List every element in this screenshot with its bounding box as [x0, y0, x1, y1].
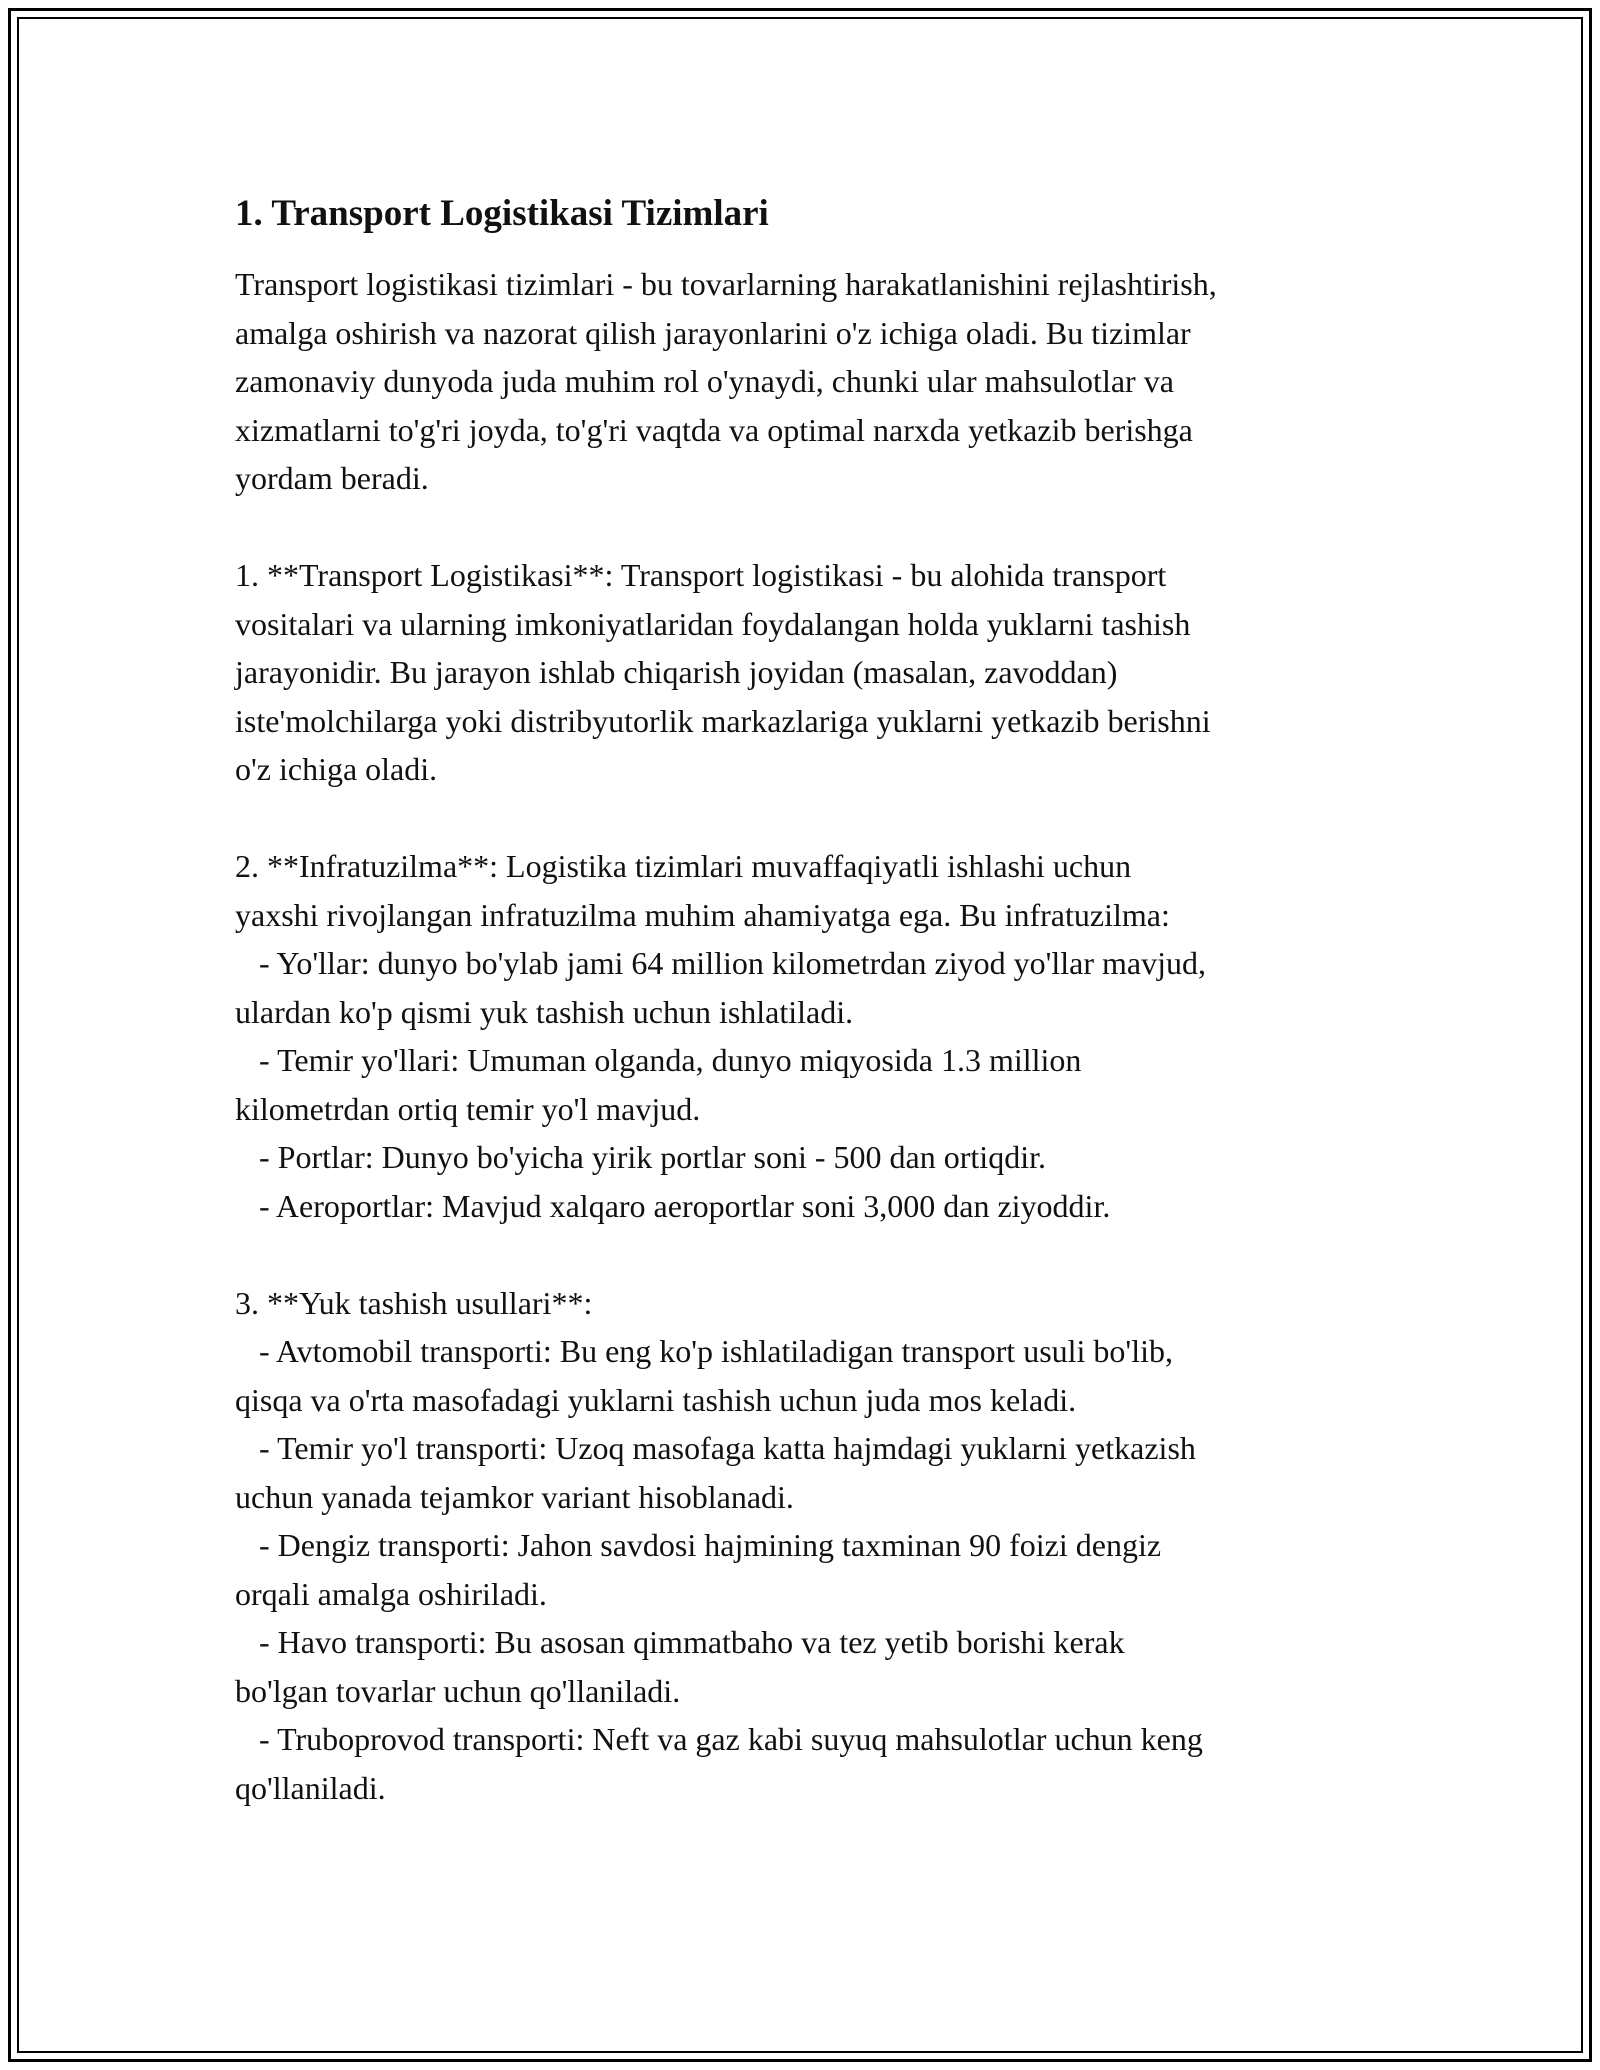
intro-paragraph: Transport logistikasi tizimlari - bu tovarlarning harakatlanishini rejlashtirish, amalga oshirish va nazorat qilish jarayonlarini o'z ichiga oladi. Bu tizimlar zamonaviy dunyoda juda muhim rol o'ynaydi, chunki ular mahsulotlar va xizmatlarni to'g'ri joyda, to'g'ri vaqtda va optimal narxda yetkazib berishga yordam beradi.	[235, 266, 1217, 496]
section-transport-logistics: 1. **Transport Logistikasi**: Transport logistikasi - bu alohida transport vositalari va ularning imkoniyatlaridan foydalangan holda yuklarni tashish jarayonidir. Bu jarayon ishlab chiqarish joyidan (masalan, zavoddan) iste'molchilarga yoki distribyutorlik markazlariga yuklarni yetkazib berishni o'z ichiga oladi.	[235, 557, 1211, 787]
document-title: 1. Transport Logistikasi Tizimlari	[235, 193, 769, 234]
paragraph-gap	[235, 1230, 1375, 1279]
paragraph-gap	[235, 794, 1375, 843]
paragraph-gap	[235, 503, 1375, 552]
document-body	[235, 190, 1375, 1812]
section-infrastructure: 2. **Infratuzilma**: Logistika tizimlari muvaffaqiyatli ishlashi uchun yaxshi rivojlangan infratuzilma muhim ahamiyatga ega. Bu infratuzilma: - Yo'llar: dunyo bo'ylab jami 64 million kilometrdan ziyod yo'llar mavjud, ulardan ko'p qismi yuk tashish uchun ishlatiladi. - Temir yo'llari: Umuman olganda, dunyo miqyosida 1.3 million kilometrdan ortiq temir yo'l mavjud. - Portlar: Dunyo bo'yicha yirik portlar soni - 500 dan ortiqdir. - Aeroportlar: Mavjud xalqaro aeroportlar soni 3,000 dan ziyoddir.	[235, 848, 1206, 1224]
section-freight-methods: 3. **Yuk tashish usullari**: - Avtomobil transporti: Bu eng ko'p ishlatiladigan transport usuli bo'lib, qisqa va o'rta masofadagi yuklarni tashish uchun juda mos keladi. - Temir yo'l transporti: Uzoq masofaga katta hajmdagi yuklarni yetkazish uchun yanada tejamkor variant hisoblanadi. - Dengiz transporti: Jahon savdosi hajmining taxminan 90 foizi dengiz orqali amalga oshiriladi. - Havo transporti: Bu asosan qimmatbaho va tez yetib borishi kerak bo'lgan tovarlar uchun qo'llaniladi. - Truboprovod transporti: Neft va gaz kabi suyuq mahsulotlar uchun keng qo'llaniladi.	[235, 1284, 1203, 1806]
